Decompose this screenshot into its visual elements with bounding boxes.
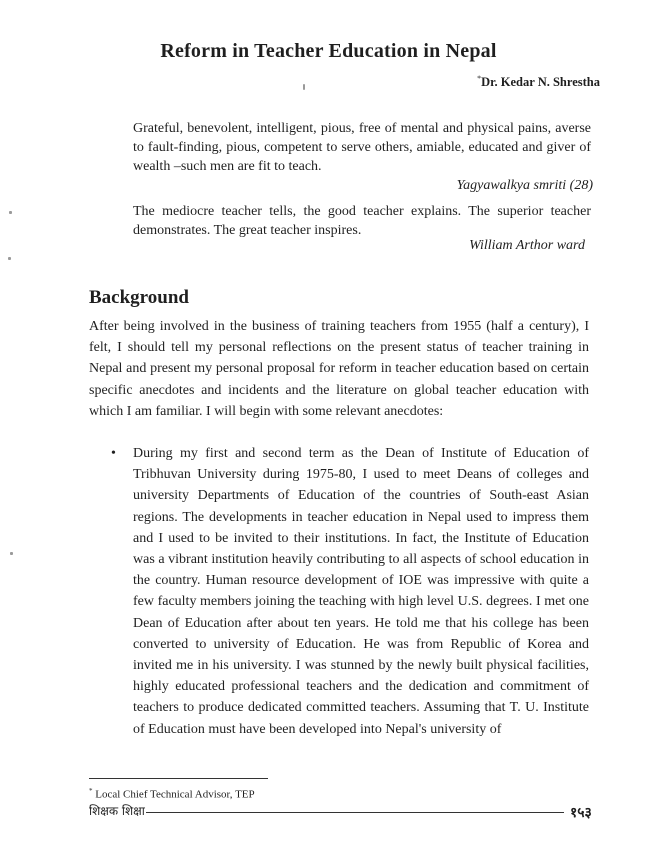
scan-speck bbox=[10, 552, 13, 555]
author-byline bbox=[477, 74, 600, 90]
bullet-icon: • bbox=[111, 446, 116, 461]
author-name: Dr. Kedar N. Shrestha bbox=[481, 75, 600, 90]
body-paragraph: After being involved in the business of training teachers from 1955 (half a century), I felt, I should tell my personal reflections on the present status of teacher training in Nepal and present my personal proposal for reform in teacher education based on certain specific anecdotes and incidents and the literature on global teacher education with which I am familiar. I will begin with some relevant anecdotes: bbox=[89, 319, 589, 419]
epigraph-attribution-1: Yagyawalkya smriti (28) bbox=[456, 178, 593, 193]
epigraph-quote-1: Grateful, benevolent, intelligent, pious, free of mental and physical pains, averse to fault-finding, pious, competent to serve others, amiable, educated and giver of wealth –such men are fit to teach. bbox=[133, 121, 591, 174]
footnote-marker: * bbox=[89, 787, 93, 795]
footer-divider bbox=[146, 812, 564, 813]
scan-speck bbox=[9, 211, 12, 214]
bullet-item-text: During my first and second term as the Dean of Institute of Education of Tribhuvan University during 1975-80, I used to meet Deans of colleges and university Departments of Education of the countries of South-east Asian regions. The developments in teacher education in Nepal used to impress them and I used to be invited to their institutions. In fact, the Institute of Education was a vibrant institution heavily contributing to all aspects of school education in the country. Human resource development of IOE was impressive with quite a few faculty members joining the teaching with high level U.S. degrees. I met one Dean of Education after about ten years. He told me that his college has been converted to university of Education. He was from Republic of Korea and invited me in his university. I was stunned by the newly built physical facilities, highly educated professional teachers and the dedication and commitment of teachers to produce dedicated committed teachers. Assuming that T. U. Institute of Education must have been developed into Nepal's university of bbox=[133, 446, 589, 737]
page-number: १५३ bbox=[570, 805, 592, 821]
section-heading: Background bbox=[89, 287, 189, 308]
scan-speck bbox=[303, 84, 305, 90]
footnote-divider bbox=[89, 778, 268, 779]
page-title: Reform in Teacher Education in Nepal bbox=[160, 40, 497, 62]
epigraph-attribution-2: William Arthor ward bbox=[469, 238, 585, 253]
epigraph-quote-2: The mediocre teacher tells, the good teacher explains. The superior teacher demonstrates. The great teacher inspires. bbox=[133, 204, 591, 238]
scan-speck bbox=[8, 257, 11, 260]
author-footnote-marker: * bbox=[477, 74, 482, 83]
footnote-text: Local Chief Technical Advisor, TEP bbox=[95, 788, 255, 801]
footnote bbox=[89, 787, 255, 801]
journal-name: शिक्षक शिक्षा bbox=[89, 804, 145, 818]
